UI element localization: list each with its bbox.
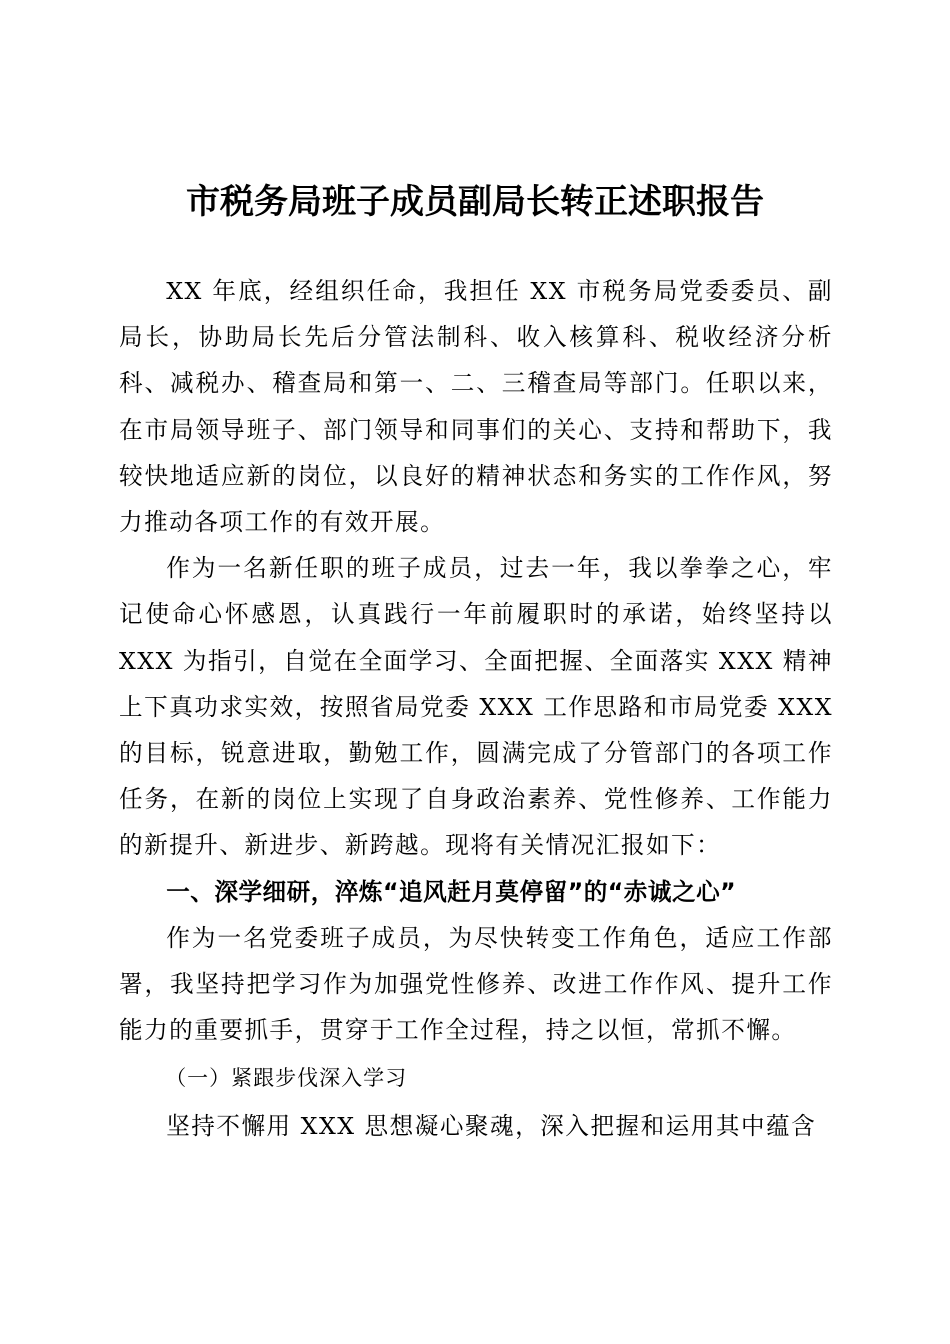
paragraph-section-1: 作为一名党委班子成员，为尽快转变工作角色，适应工作部署，我坚持把学习作为加强党性修养、改进工作作风、提升工作能力的重要抓手，贯穿于工作全过程，持之以恒，常抓不懈。 xyxy=(119,923,833,1045)
paragraph-intro: XX 年底，经组织任命，我担任 XX 市税务局党委委员、副局长，协助局长先后分管法制科、收入核算科、税收经济分析科、减税办、稽查局和第一、二、三稽查局等部门。任职以来，在市局领导班子、部门领导和同事们的关心、支持和帮助下，我较快地适应新的岗位，以良好的精神状态和务实的工作作风，努力推动各项工作的有效开展。 xyxy=(119,277,833,537)
subsection-heading-1: （一）紧跟步伐深入学习 xyxy=(165,1066,408,1091)
document-title: 市税务局班子成员副局长转正述职报告 xyxy=(186,182,764,222)
paragraph-overview: 作为一名新任职的班子成员，过去一年，我以拳拳之心，牢记使命心怀感恩，认真践行一年前履职时的承诺，始终坚持以 XXX 为指引，自觉在全面学习、全面把握、全面落实 XXX 精神上下真功求实效，按照省局党委 XXX 工作思路和市局党委 XXX 的目标，锐意进取，勤勉工作，圆满完成了分管部门的各项工作任务，在新的岗位上实现了自身政治素养、党性修养、工作能力的新提升、新进步、新跨越。现将有关情况汇报如下： xyxy=(119,554,833,860)
document-body xyxy=(119,268,833,1150)
paragraph-subsection-1: 坚持不懈用 XXX 思想凝心聚魂，深入把握和运用其中蕴含 xyxy=(166,1112,817,1141)
section-heading-1: 一、深学细研，淬炼“追风赶月莫停留”的“赤诚之心” xyxy=(166,877,737,906)
